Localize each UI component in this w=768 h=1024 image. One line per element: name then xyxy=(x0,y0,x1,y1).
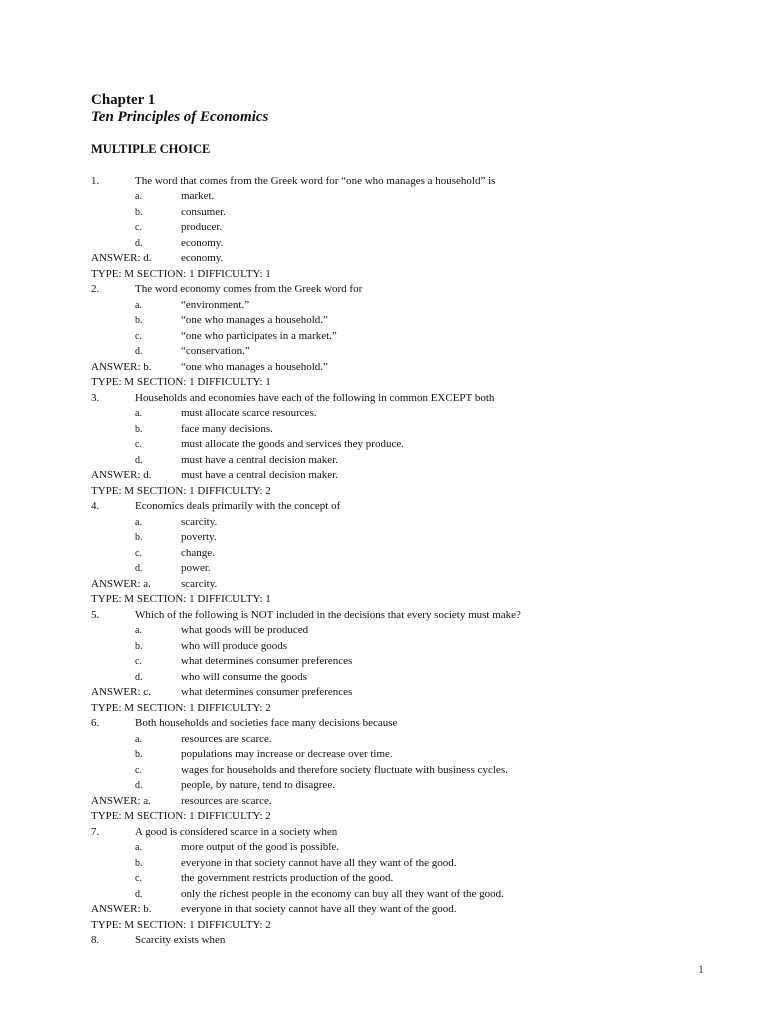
question-stem: The word that comes from the Greek word for “one who manages a household” is xyxy=(135,174,496,187)
option-text: “environment.” xyxy=(181,298,250,311)
option-text: face many decisions. xyxy=(181,422,273,435)
answer-option xyxy=(0,344,768,360)
option-letter: d. xyxy=(135,563,143,574)
chapter-subtitle: Ten Principles of Economics xyxy=(91,109,269,125)
option-text: must allocate scarce resources. xyxy=(181,407,317,419)
question-stem-line xyxy=(0,933,768,949)
answer-label: ANSWER: d. xyxy=(91,469,152,481)
question-stem-line xyxy=(0,716,768,732)
option-letter: b. xyxy=(135,206,143,218)
option-letter: d. xyxy=(135,780,143,791)
option-text: economy. xyxy=(181,236,224,249)
option-text: what determines consumer preferences xyxy=(181,655,353,667)
question-list xyxy=(0,174,768,949)
answer-option xyxy=(0,763,768,779)
question-stem: Which of the following is NOT included in the decisions that every society must make? xyxy=(135,608,521,621)
answer-line xyxy=(0,685,768,701)
answer-option xyxy=(0,530,768,546)
option-text: change. xyxy=(181,546,215,559)
option-text: who will produce goods xyxy=(181,639,288,652)
answer-label: ANSWER: d. xyxy=(91,252,152,264)
option-letter: b. xyxy=(135,423,143,435)
answer-option xyxy=(0,437,768,453)
question-number: 2. xyxy=(91,283,100,295)
answer-label: ANSWER: b. xyxy=(91,360,152,373)
question-stem: Scarcity exists when xyxy=(135,934,226,946)
question-number: 3. xyxy=(91,391,100,404)
option-text: everyone in that society cannot have all they want of the good. xyxy=(181,856,457,869)
option-letter: d. xyxy=(135,671,143,683)
option-letter: a. xyxy=(135,299,142,311)
question-number: 6. xyxy=(91,717,100,729)
question-number: 5. xyxy=(91,608,100,621)
answer-option xyxy=(0,856,768,872)
answer-line xyxy=(0,902,768,918)
answer-option xyxy=(0,778,768,794)
option-letter: a. xyxy=(135,408,142,419)
answer-option xyxy=(0,732,768,748)
question-metadata: TYPE: M SECTION: 1 DIFFICULTY: 2 xyxy=(91,810,271,822)
option-text: producer. xyxy=(181,221,223,233)
answer-option xyxy=(0,546,768,562)
question-stem: Households and economies have each of the following in common EXCEPT both xyxy=(135,391,495,404)
answer-option xyxy=(0,406,768,422)
chapter-title: Chapter 1 xyxy=(91,92,156,108)
question-number: 4. xyxy=(91,500,100,512)
question-stem: The word economy comes from the Greek word for xyxy=(135,283,363,295)
option-text: must allocate the goods and services they produce. xyxy=(181,438,404,450)
answer-line xyxy=(0,251,768,267)
metadata-line xyxy=(0,918,768,934)
option-text: market. xyxy=(181,190,215,202)
answer-option xyxy=(0,329,768,345)
option-letter: a. xyxy=(135,733,142,745)
metadata-line xyxy=(0,809,768,825)
answer-label: ANSWER: a. xyxy=(91,794,151,807)
question-stem-line xyxy=(0,282,768,298)
metadata-line xyxy=(0,484,768,500)
metadata-line xyxy=(0,375,768,391)
question-stem-line xyxy=(0,608,768,624)
option-letter: c. xyxy=(135,547,142,559)
question-metadata: TYPE: M SECTION: 1 DIFFICULTY: 1 xyxy=(91,376,271,388)
question-stem-line xyxy=(0,391,768,407)
answer-text: what determines consumer preferences xyxy=(181,686,353,698)
metadata-line xyxy=(0,701,768,717)
answer-text: scarcity. xyxy=(181,577,218,590)
option-text: populations may increase or decrease over time. xyxy=(181,748,393,760)
answer-option xyxy=(0,313,768,329)
option-letter: a. xyxy=(135,625,142,636)
option-text: must have a central decision maker. xyxy=(181,453,338,466)
answer-text: must have a central decision maker. xyxy=(181,469,338,481)
option-letter: c. xyxy=(135,873,142,884)
answer-line xyxy=(0,468,768,484)
option-text: poverty. xyxy=(181,531,217,543)
option-letter: b. xyxy=(135,532,143,543)
question-metadata: TYPE: M SECTION: 1 DIFFICULTY: 2 xyxy=(91,484,271,497)
question-metadata: TYPE: M SECTION: 1 DIFFICULTY: 2 xyxy=(91,918,271,931)
question-metadata: TYPE: M SECTION: 1 DIFFICULTY: 1 xyxy=(91,593,271,605)
option-text: the government restricts production of the good. xyxy=(181,872,394,884)
answer-option xyxy=(0,670,768,686)
option-text: wages for households and therefore society fluctuate with business cycles. xyxy=(181,763,508,776)
answer-option xyxy=(0,205,768,221)
answer-label: ANSWER: c. xyxy=(91,686,151,698)
option-text: only the richest people in the economy can buy all they want of the good. xyxy=(181,887,504,900)
option-letter: a. xyxy=(135,516,142,528)
question-stem: A good is considered scarce in a society when xyxy=(135,825,338,838)
option-letter: d. xyxy=(135,237,143,249)
answer-option xyxy=(0,654,768,670)
option-text: what goods will be produced xyxy=(181,624,309,636)
answer-option xyxy=(0,623,768,639)
answer-line xyxy=(0,577,768,593)
answer-option xyxy=(0,515,768,531)
option-letter: b. xyxy=(135,315,143,326)
answer-label: ANSWER: a. xyxy=(91,577,151,590)
answer-option xyxy=(0,887,768,903)
answer-option xyxy=(0,871,768,887)
option-letter: c. xyxy=(135,764,142,776)
answer-option xyxy=(0,422,768,438)
option-text: “one who participates in a market.” xyxy=(181,329,337,342)
option-text: scarcity. xyxy=(181,515,218,528)
option-letter: a. xyxy=(135,191,142,202)
answer-option xyxy=(0,561,768,577)
option-text: power. xyxy=(181,562,211,574)
page-number: 1 xyxy=(698,962,704,976)
question-stem: Economics deals primarily with the concept of xyxy=(135,500,341,512)
answer-text: “one who manages a household.” xyxy=(181,360,328,373)
option-text: people, by nature, tend to disagree. xyxy=(181,779,335,791)
option-text: who will consume the goods xyxy=(181,670,307,683)
section-heading: MULTIPLE CHOICE xyxy=(91,142,211,156)
option-letter: d. xyxy=(135,888,143,900)
option-letter: a. xyxy=(135,842,142,853)
answer-line xyxy=(0,794,768,810)
option-letter: d. xyxy=(135,346,143,357)
answer-option xyxy=(0,236,768,252)
metadata-line xyxy=(0,267,768,283)
answer-option xyxy=(0,298,768,314)
question-stem-line xyxy=(0,499,768,515)
answer-option xyxy=(0,189,768,205)
answer-option xyxy=(0,453,768,469)
option-letter: b. xyxy=(135,640,143,652)
question-number: 7. xyxy=(91,825,100,838)
option-letter: c. xyxy=(135,222,142,233)
option-text: “one who manages a household.” xyxy=(181,314,328,326)
option-letter: c. xyxy=(135,439,142,450)
option-text: consumer. xyxy=(181,205,226,218)
question-number: 1. xyxy=(91,174,100,187)
option-text: resources are scarce. xyxy=(181,732,272,745)
question-number: 8. xyxy=(91,934,100,946)
answer-label: ANSWER: b. xyxy=(91,903,152,915)
option-letter: c. xyxy=(135,330,142,342)
option-letter: c. xyxy=(135,656,142,667)
question-metadata: TYPE: M SECTION: 1 DIFFICULTY: 2 xyxy=(91,701,271,714)
answer-option xyxy=(0,220,768,236)
answer-text: everyone in that society cannot have all they want of the good. xyxy=(181,903,457,915)
answer-text: economy. xyxy=(181,252,224,264)
answer-text: resources are scarce. xyxy=(181,794,272,807)
option-letter: d. xyxy=(135,454,143,466)
metadata-line xyxy=(0,592,768,608)
answer-option xyxy=(0,747,768,763)
option-letter: b. xyxy=(135,749,143,760)
answer-line xyxy=(0,360,768,376)
option-text: more output of the good is possible. xyxy=(181,841,339,853)
answer-option xyxy=(0,840,768,856)
question-stem-line xyxy=(0,174,768,190)
option-text: “conservation.” xyxy=(181,345,250,357)
question-metadata: TYPE: M SECTION: 1 DIFFICULTY: 1 xyxy=(91,267,271,280)
option-letter: b. xyxy=(135,857,143,869)
question-stem-line xyxy=(0,825,768,841)
answer-option xyxy=(0,639,768,655)
question-stem: Both households and societies face many decisions because xyxy=(135,717,398,729)
